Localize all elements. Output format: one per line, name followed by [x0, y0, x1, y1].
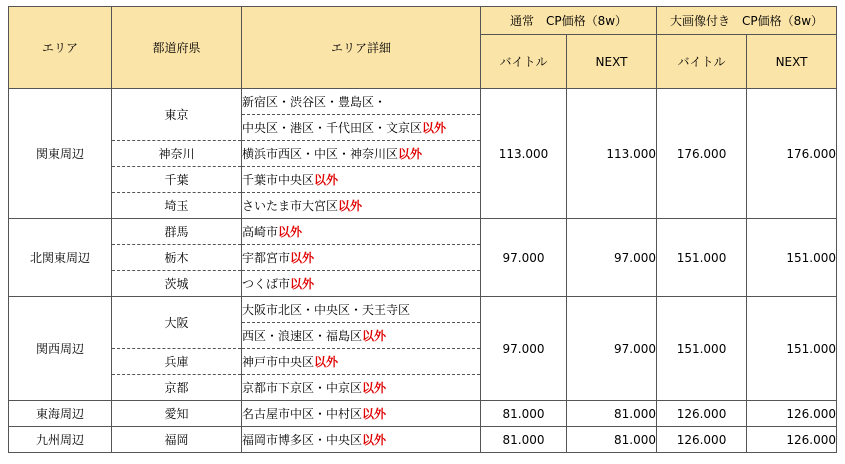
price-cell: 113.000: [481, 89, 567, 219]
price-cell: 81.000: [481, 427, 567, 453]
pref-cell: 栃木: [112, 245, 242, 271]
detail-cell: 宇都宮市以外: [242, 245, 481, 271]
exclude-label: 以外: [314, 173, 339, 187]
exclude-label: 以外: [362, 329, 387, 343]
table-row: [9, 427, 837, 453]
exclude-label: 以外: [362, 407, 387, 421]
pref-cell: 兵庫: [112, 349, 242, 375]
table-row: [9, 401, 837, 427]
detail-cell: 西区・浪速区・福島区以外: [242, 323, 481, 349]
price-cell: 126.000: [657, 427, 747, 453]
detail-cell: 中央区・港区・千代田区・文京区以外: [242, 115, 481, 141]
price-cell: 97.000: [567, 297, 657, 401]
area-cell: 東海周辺: [9, 401, 112, 427]
price-cell: 151.000: [747, 297, 837, 401]
header-next: NEXT: [567, 35, 657, 89]
price-cell: 176.000: [657, 89, 747, 219]
header-baitoru-large: バイトル: [657, 35, 747, 89]
price-cell: 126.000: [747, 427, 837, 453]
price-cell: 126.000: [747, 401, 837, 427]
pref-cell: 福岡: [112, 427, 242, 453]
header-area: エリア: [9, 7, 112, 89]
exclude-label: 以外: [362, 381, 387, 395]
pref-cell: 茨城: [112, 271, 242, 297]
table-row: [9, 89, 837, 115]
price-cell: 126.000: [657, 401, 747, 427]
exclude-label: 以外: [290, 251, 315, 265]
detail-cell: 京都市下京区・中京区以外: [242, 375, 481, 401]
pref-cell: 神奈川: [112, 141, 242, 167]
detail-cell: さいたま市大宮区以外: [242, 193, 481, 219]
area-cell: 関西周辺: [9, 297, 112, 401]
exclude-label: 以外: [338, 199, 363, 213]
area-cell: 北関東周辺: [9, 219, 112, 297]
pref-cell: 京都: [112, 375, 242, 401]
area-cell: 関東周辺: [9, 89, 112, 219]
exclude-label: 以外: [314, 355, 339, 369]
price-cell: 113.000: [567, 89, 657, 219]
price-cell: 81.000: [567, 401, 657, 427]
price-cell: 81.000: [481, 401, 567, 427]
pref-cell: 大阪: [112, 297, 242, 349]
detail-cell: 高崎市以外: [242, 219, 481, 245]
header-baitoru: バイトル: [481, 35, 567, 89]
price-cell: 97.000: [481, 219, 567, 297]
pref-cell: 千葉: [112, 167, 242, 193]
price-cell: 176.000: [747, 89, 837, 219]
exclude-label: 以外: [398, 147, 423, 161]
header-large-image-price: 大画像付き CP価格（8w）: [657, 7, 837, 35]
header-next-large: NEXT: [747, 35, 837, 89]
table-row: [9, 219, 837, 245]
table-row: [9, 297, 837, 323]
detail-cell: 名古屋市中区・中村区以外: [242, 401, 481, 427]
detail-cell: 千葉市中央区以外: [242, 167, 481, 193]
detail-cell: 福岡市博多区・中央区以外: [242, 427, 481, 453]
pref-cell: 東京: [112, 89, 242, 141]
header-normal-price: 通常 CP価格（8w）: [481, 7, 657, 35]
price-table: [8, 6, 837, 453]
detail-cell: 横浜市西区・中区・神奈川区以外: [242, 141, 481, 167]
header-prefecture: 都道府県: [112, 7, 242, 89]
exclude-label: 以外: [290, 277, 315, 291]
detail-cell: つくば市以外: [242, 271, 481, 297]
header-area-detail: エリア詳細: [242, 7, 481, 89]
exclude-label: 以外: [422, 121, 447, 135]
price-cell: 81.000: [567, 427, 657, 453]
detail-cell: 新宿区・渋谷区・豊島区・: [242, 89, 481, 115]
exclude-label: 以外: [362, 433, 387, 447]
price-cell: 97.000: [567, 219, 657, 297]
detail-cell: 神戸市中央区以外: [242, 349, 481, 375]
area-cell: 九州周辺: [9, 427, 112, 453]
exclude-label: 以外: [278, 225, 303, 239]
price-cell: 151.000: [657, 219, 747, 297]
price-cell: 151.000: [747, 219, 837, 297]
pref-cell: 群馬: [112, 219, 242, 245]
price-cell: 97.000: [481, 297, 567, 401]
pref-cell: 愛知: [112, 401, 242, 427]
price-cell: 151.000: [657, 297, 747, 401]
pref-cell: 埼玉: [112, 193, 242, 219]
detail-cell: 大阪市北区・中央区・天王寺区: [242, 297, 481, 323]
